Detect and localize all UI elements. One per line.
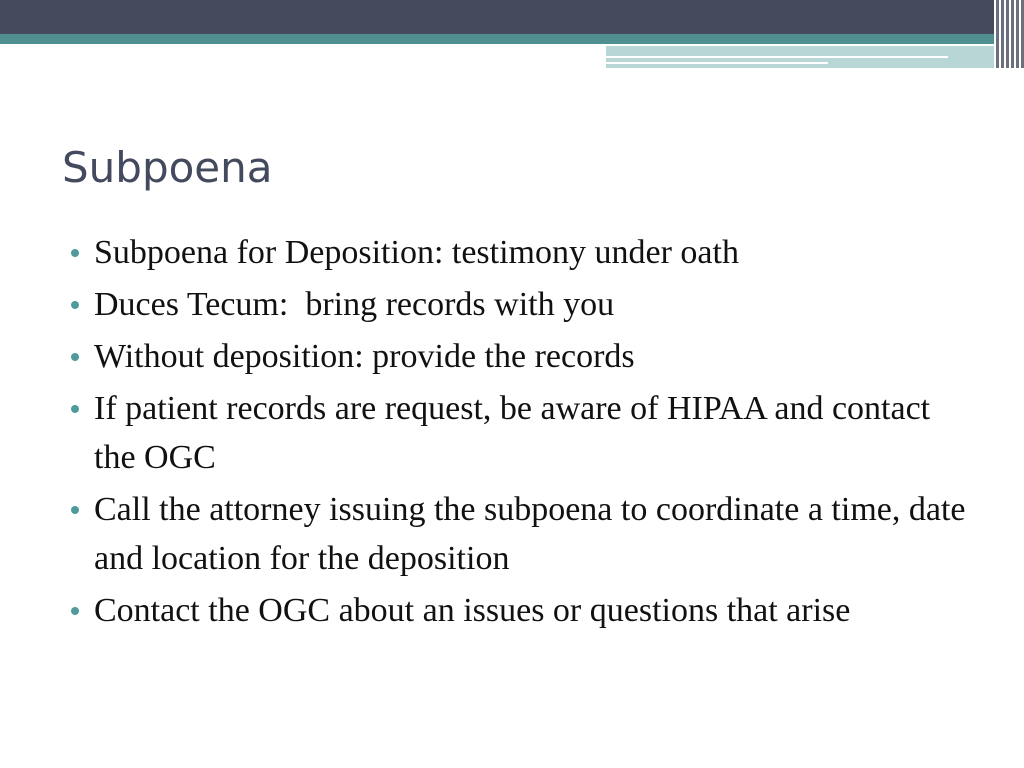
bullet-item	[94, 586, 974, 635]
bullet-dot-icon	[71, 607, 79, 615]
bullet-item	[94, 485, 974, 583]
header-stripes	[994, 0, 1024, 68]
bullet-dot-icon	[71, 249, 79, 257]
bullet-dot-icon	[71, 353, 79, 361]
bullet-dot-icon	[71, 405, 79, 413]
bullet-dot-icon	[71, 506, 79, 514]
header-bar-teal	[0, 34, 1024, 44]
bullet-text: Call the attorney issuing the subpoena to coordinate a time, date and location for the deposition	[94, 491, 966, 577]
header-accent-line	[606, 62, 828, 64]
header-accent-line	[606, 56, 948, 58]
bullet-item	[94, 332, 974, 381]
bullet-list	[94, 228, 974, 638]
bullet-text: Subpoena for Deposition: testimony under oath	[94, 234, 739, 271]
bullet-text: If patient records are request, be aware of HIPAA and contact the OGC	[94, 390, 931, 476]
bullet-item	[94, 280, 974, 329]
bullet-text: Without deposition: provide the records	[94, 338, 635, 375]
bullet-dot-icon	[71, 301, 79, 309]
bullet-item	[94, 384, 974, 482]
header-bar-dark	[0, 0, 1024, 34]
bullet-text: Duces Tecum: bring records with you	[94, 286, 615, 323]
slide-title: Subpoena	[62, 143, 273, 192]
bullet-item	[94, 228, 974, 277]
bullet-text: Contact the OGC about an issues or questions that arise	[94, 592, 851, 629]
